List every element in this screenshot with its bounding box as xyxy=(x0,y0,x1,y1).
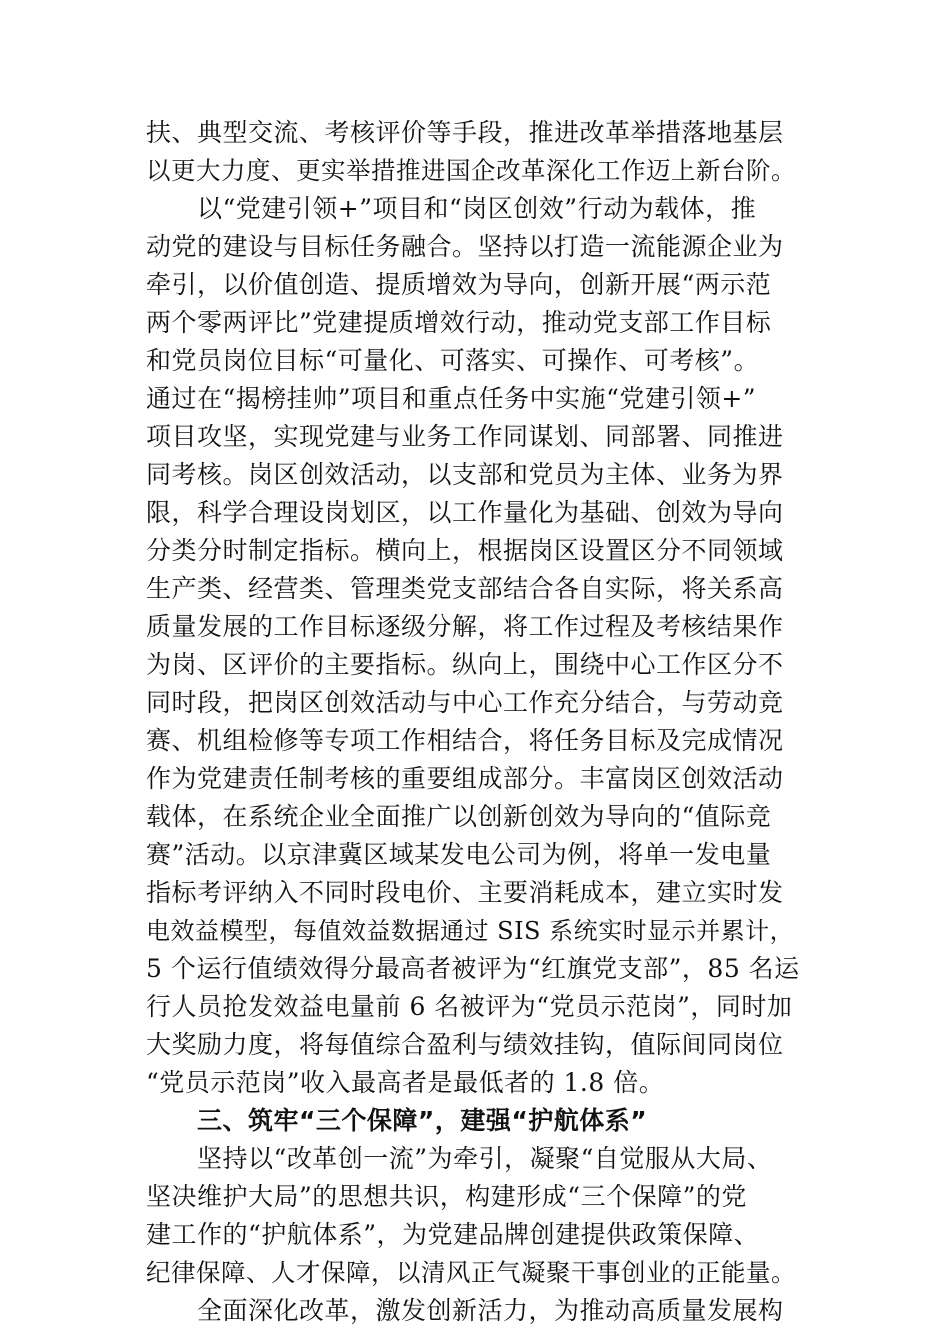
text-line: 生产类、经营类、管理类党支部结合各自实际，将关系高 xyxy=(146,574,784,603)
text-line: 纪律保障、人才保障，以清风正气凝聚干事创业的正能量。 xyxy=(146,1258,796,1287)
text-line: 建工作的“护航体系”，为党建品牌创建提供政策保障、 xyxy=(146,1220,760,1249)
text-line: 5 个运行值绩效得分最高者被评为“红旗党支部”，85 名运 xyxy=(146,954,800,983)
text-line: 为岗、区评价的主要指标。纵向上，围绕中心工作区分不 xyxy=(146,650,784,679)
section-heading: 三、筑牢“三个保障”，建强“护航体系” xyxy=(146,1106,648,1135)
text-line: “党员示范岗”收入最高者是最低者的 1.8 倍。 xyxy=(146,1068,665,1097)
text-line: 电效益模型，每值效益数据通过 SIS 系统实时显示并累计， xyxy=(146,917,795,945)
text-line: 同时段，把岗区创效活动与中心工作充分结合，与劳动竞 xyxy=(146,688,784,717)
text-line: 赛”活动。以京津冀区域某发电公司为例，将单一发电量 xyxy=(146,840,772,869)
text-line: 大奖励力度，将每值综合盈利与绩效挂钩，值际间同岗位 xyxy=(146,1030,784,1059)
text-line: 行人员抢发效益电量前 6 名被评为“党员示范岗”，同时加 xyxy=(146,992,793,1021)
text-line: 动党的建设与目标任务融合。坚持以打造一流能源企业为 xyxy=(146,232,784,261)
text-line: 以“党建引领+”项目和“岗区创效”行动为载体，推 xyxy=(146,194,757,223)
text-line: 和党员岗位目标“可量化、可落实、可操作、可考核”。 xyxy=(146,346,760,375)
text-line: 作为党建责任制考核的重要组成部分。丰富岗区创效活动 xyxy=(146,764,784,793)
text-line: 以更大力度、更实举措推进国企改革深化工作迈上新台阶。 xyxy=(146,156,796,185)
text-line: 项目攻坚，实现党建与业务工作同谋划、同部署、同推进 xyxy=(146,422,784,451)
text-line: 全面深化改革，激发创新活力，为推动高质量发展构 xyxy=(146,1296,784,1325)
text-line: 坚持以“改革创一流”为牵引，凝聚“自觉服从大局、 xyxy=(146,1144,773,1173)
text-line: 扶、典型交流、考核评价等手段，推进改革举措落地基层 xyxy=(146,118,784,147)
text-line: 分类分时制定指标。横向上，根据岗区设置区分不同领域 xyxy=(146,536,784,565)
text-line: 赛、机组检修等专项工作相结合，将任务目标及完成情况 xyxy=(146,726,784,755)
text-line: 牵引，以价值创造、提质增效为导向，创新开展“两示范 xyxy=(146,270,772,299)
text-line: 载体，在系统企业全面推广以创新创效为导向的“值际竞 xyxy=(146,802,772,831)
text-line: 通过在“揭榜挂帅”项目和重点任务中实施“党建引领+” xyxy=(146,384,757,413)
text-line: 指标考评纳入不同时段电价、主要消耗成本，建立实时发 xyxy=(146,878,784,907)
text-line: 坚决维护大局”的思想共识，构建形成“三个保障”的党 xyxy=(146,1182,747,1211)
text-line: 质量发展的工作目标逐级分解，将工作过程及考核结果作 xyxy=(146,612,784,641)
text-line: 限，科学合理设岗划区，以工作量化为基础、创效为导向 xyxy=(146,498,784,527)
text-line: 同考核。岗区创效活动，以支部和党员为主体、业务为界 xyxy=(146,460,784,489)
text-line: 两个零两评比”党建提质增效行动，推动党支部工作目标 xyxy=(146,308,772,337)
